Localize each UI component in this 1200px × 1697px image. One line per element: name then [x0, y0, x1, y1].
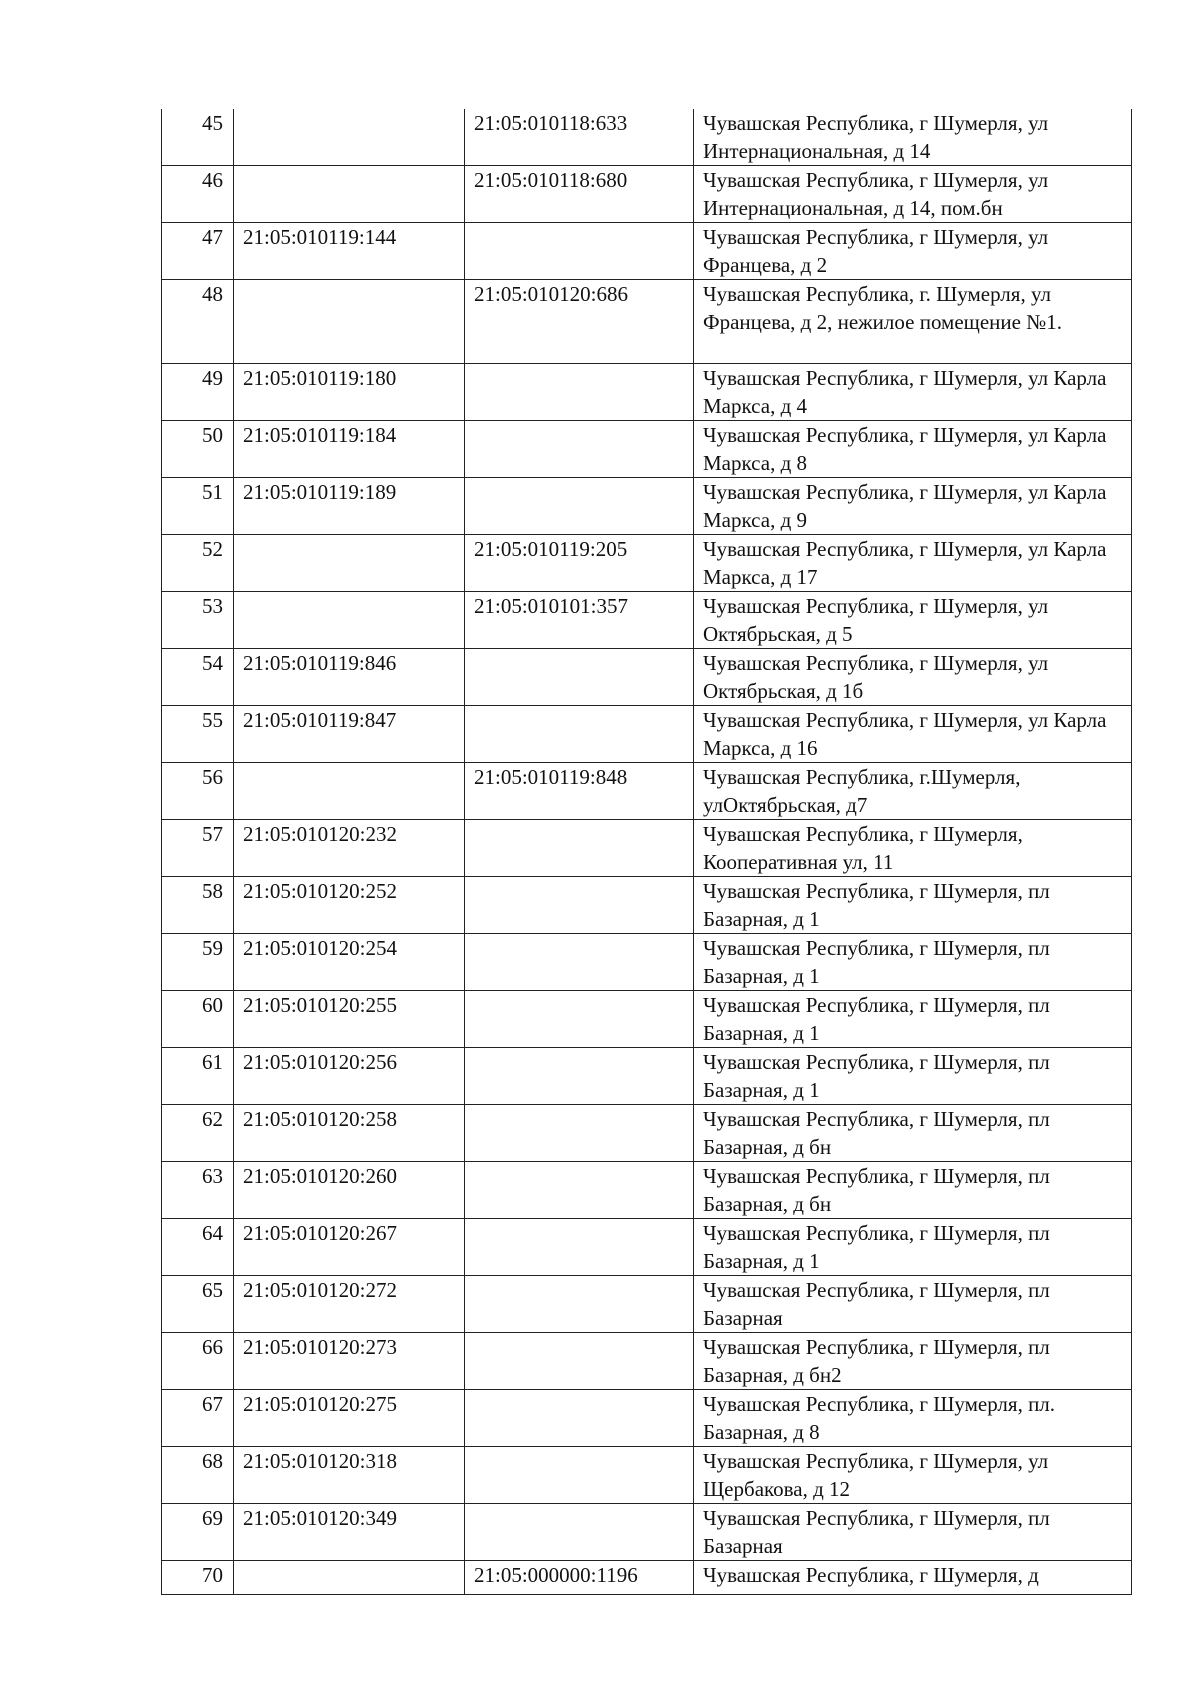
address-cell: Чувашская Республика, г Шумерля, пл Базарная [694, 1504, 1132, 1561]
row-number-cell: 59 [162, 934, 234, 991]
row-number-cell: 53 [162, 592, 234, 649]
cadastral-object-cell [465, 1504, 694, 1561]
row-number-cell: 61 [162, 1048, 234, 1105]
table-row [162, 1504, 1132, 1561]
table-row [162, 820, 1132, 877]
cadastral-land-cell [234, 280, 465, 364]
cadastral-land-cell [234, 166, 465, 223]
cadastral-land-cell: 21:05:010120:255 [234, 991, 465, 1048]
address-cell: Чувашская Республика, г Шумерля, Кооперативная ул, 11 [694, 820, 1132, 877]
cadastral-object-cell [465, 1276, 694, 1333]
table-row [162, 592, 1132, 649]
cadastral-object-cell [465, 1105, 694, 1162]
cadastral-object-cell: 21:05:010101:357 [465, 592, 694, 649]
cadastral-land-cell: 21:05:010120:273 [234, 1333, 465, 1390]
address-cell: Чувашская Республика, г Шумерля, ул Октябрьская, д 5 [694, 592, 1132, 649]
cadastral-land-cell: 21:05:010119:189 [234, 478, 465, 535]
address-cell: Чувашская Республика, г Шумерля, ул Карла Маркса, д 16 [694, 706, 1132, 763]
table-row [162, 706, 1132, 763]
address-cell: Чувашская Республика, г Шумерля, пл Базарная, д бн [694, 1105, 1132, 1162]
cadastral-object-cell [465, 478, 694, 535]
cadastral-object-cell: 21:05:010120:686 [465, 280, 694, 364]
cadastral-land-cell: 21:05:010119:847 [234, 706, 465, 763]
table-row [162, 1333, 1132, 1390]
cadastral-land-cell: 21:05:010119:184 [234, 421, 465, 478]
cadastral-land-cell: 21:05:010119:846 [234, 649, 465, 706]
address-cell: Чувашская Республика, г Шумерля, пл Базарная, д 1 [694, 991, 1132, 1048]
address-cell: Чувашская Республика, г Шумерля, пл Базарная [694, 1276, 1132, 1333]
table-row [162, 364, 1132, 421]
registry-table [161, 109, 1132, 1595]
cadastral-land-cell: 21:05:010120:258 [234, 1105, 465, 1162]
address-cell: Чувашская Республика, г Шумерля, пл Базарная, д бн2 [694, 1333, 1132, 1390]
table-row [162, 649, 1132, 706]
address-cell: Чувашская Республика, г Шумерля, пл Базарная, д бн [694, 1162, 1132, 1219]
table-row [162, 166, 1132, 223]
table-row [162, 1048, 1132, 1105]
cadastral-object-cell [465, 223, 694, 280]
address-cell: Чувашская Республика, г Шумерля, ул Интернациональная, д 14 [694, 109, 1132, 166]
row-number-cell: 55 [162, 706, 234, 763]
table-row [162, 421, 1132, 478]
cadastral-object-cell [465, 1333, 694, 1390]
cadastral-land-cell: 21:05:010120:256 [234, 1048, 465, 1105]
cadastral-land-cell: 21:05:010120:260 [234, 1162, 465, 1219]
cadastral-object-cell [465, 364, 694, 421]
table-row [162, 877, 1132, 934]
table-row [162, 763, 1132, 820]
row-number-cell: 67 [162, 1390, 234, 1447]
cadastral-land-cell: 21:05:010120:318 [234, 1447, 465, 1504]
address-cell: Чувашская Республика, г Шумерля, ул Октябрьская, д 1б [694, 649, 1132, 706]
address-cell: Чувашская Республика, г Шумерля, ул Карла Маркса, д 8 [694, 421, 1132, 478]
table-row [162, 223, 1132, 280]
table-row [162, 1105, 1132, 1162]
cadastral-land-cell [234, 763, 465, 820]
row-number-cell: 54 [162, 649, 234, 706]
cadastral-object-cell [465, 934, 694, 991]
cadastral-object-cell: 21:05:010118:633 [465, 109, 694, 166]
row-number-cell: 66 [162, 1333, 234, 1390]
table-row [162, 535, 1132, 592]
row-number-cell: 45 [162, 109, 234, 166]
row-number-cell: 52 [162, 535, 234, 592]
address-cell: Чувашская Республика, г Шумерля, ул Карла Маркса, д 4 [694, 364, 1132, 421]
address-cell: Чувашская Республика, г Шумерля, пл Базарная, д 1 [694, 877, 1132, 934]
row-number-cell: 47 [162, 223, 234, 280]
cadastral-land-cell [234, 1561, 465, 1595]
cadastral-land-cell: 21:05:010120:272 [234, 1276, 465, 1333]
row-number-cell: 70 [162, 1561, 234, 1595]
table-row [162, 991, 1132, 1048]
cadastral-land-cell: 21:05:010120:254 [234, 934, 465, 991]
cadastral-land-cell [234, 592, 465, 649]
cadastral-object-cell [465, 1390, 694, 1447]
cadastral-object-cell [465, 877, 694, 934]
row-number-cell: 65 [162, 1276, 234, 1333]
cadastral-object-cell [465, 649, 694, 706]
cadastral-object-cell [465, 1219, 694, 1276]
cadastral-object-cell [465, 706, 694, 763]
address-cell: Чувашская Республика, г Шумерля, ул Францева, д 2 [694, 223, 1132, 280]
table-row [162, 1162, 1132, 1219]
row-number-cell: 50 [162, 421, 234, 478]
table-row [162, 934, 1132, 991]
table-row [162, 280, 1132, 364]
address-cell: Чувашская Республика, г Шумерля, ул Карла Маркса, д 9 [694, 478, 1132, 535]
row-number-cell: 49 [162, 364, 234, 421]
table-row [162, 1561, 1132, 1595]
cadastral-object-cell [465, 1447, 694, 1504]
row-number-cell: 68 [162, 1447, 234, 1504]
cadastral-land-cell: 21:05:010120:252 [234, 877, 465, 934]
cadastral-land-cell [234, 535, 465, 592]
address-cell: Чувашская Республика, г Шумерля, пл. Базарная, д 8 [694, 1390, 1132, 1447]
row-number-cell: 60 [162, 991, 234, 1048]
cadastral-object-cell [465, 421, 694, 478]
table-row [162, 478, 1132, 535]
registry-table-body [162, 109, 1132, 1595]
cadastral-object-cell [465, 1162, 694, 1219]
table-row [162, 1219, 1132, 1276]
address-cell: Чувашская Республика, г.Шумерля, улОктябрьская, д7 [694, 763, 1132, 820]
address-cell: Чувашская Республика, г Шумерля, пл Базарная, д 1 [694, 934, 1132, 991]
row-number-cell: 57 [162, 820, 234, 877]
cadastral-land-cell: 21:05:010120:232 [234, 820, 465, 877]
cadastral-object-cell: 21:05:010119:205 [465, 535, 694, 592]
row-number-cell: 69 [162, 1504, 234, 1561]
address-cell: Чувашская Республика, г Шумерля, пл Базарная, д 1 [694, 1219, 1132, 1276]
table-row [162, 1276, 1132, 1333]
cadastral-object-cell: 21:05:010118:680 [465, 166, 694, 223]
address-cell: Чувашская Республика, г Шумерля, ул Интернациональная, д 14, пом.бн [694, 166, 1132, 223]
cadastral-land-cell: 21:05:010120:267 [234, 1219, 465, 1276]
address-cell: Чувашская Республика, г Шумерля, пл Базарная, д 1 [694, 1048, 1132, 1105]
row-number-cell: 56 [162, 763, 234, 820]
cadastral-object-cell: 21:05:010119:848 [465, 763, 694, 820]
cadastral-land-cell: 21:05:010120:349 [234, 1504, 465, 1561]
row-number-cell: 58 [162, 877, 234, 934]
cadastral-land-cell [234, 109, 465, 166]
row-number-cell: 62 [162, 1105, 234, 1162]
address-cell: Чувашская Республика, г Шумерля, д [694, 1561, 1132, 1595]
table-row [162, 1390, 1132, 1447]
table-row [162, 109, 1132, 166]
address-cell: Чувашская Республика, г Шумерля, ул Карла Маркса, д 17 [694, 535, 1132, 592]
row-number-cell: 48 [162, 280, 234, 364]
row-number-cell: 64 [162, 1219, 234, 1276]
cadastral-object-cell [465, 991, 694, 1048]
cadastral-object-cell: 21:05:000000:1196 [465, 1561, 694, 1595]
cadastral-land-cell: 21:05:010119:144 [234, 223, 465, 280]
cadastral-object-cell [465, 1048, 694, 1105]
cadastral-object-cell [465, 820, 694, 877]
address-cell: Чувашская Республика, г. Шумерля, ул Францева, д 2, нежилое помещение №1. [694, 280, 1132, 364]
row-number-cell: 51 [162, 478, 234, 535]
address-cell: Чувашская Республика, г Шумерля, ул Щербакова, д 12 [694, 1447, 1132, 1504]
cadastral-land-cell: 21:05:010119:180 [234, 364, 465, 421]
cadastral-land-cell: 21:05:010120:275 [234, 1390, 465, 1447]
row-number-cell: 63 [162, 1162, 234, 1219]
table-row [162, 1447, 1132, 1504]
row-number-cell: 46 [162, 166, 234, 223]
